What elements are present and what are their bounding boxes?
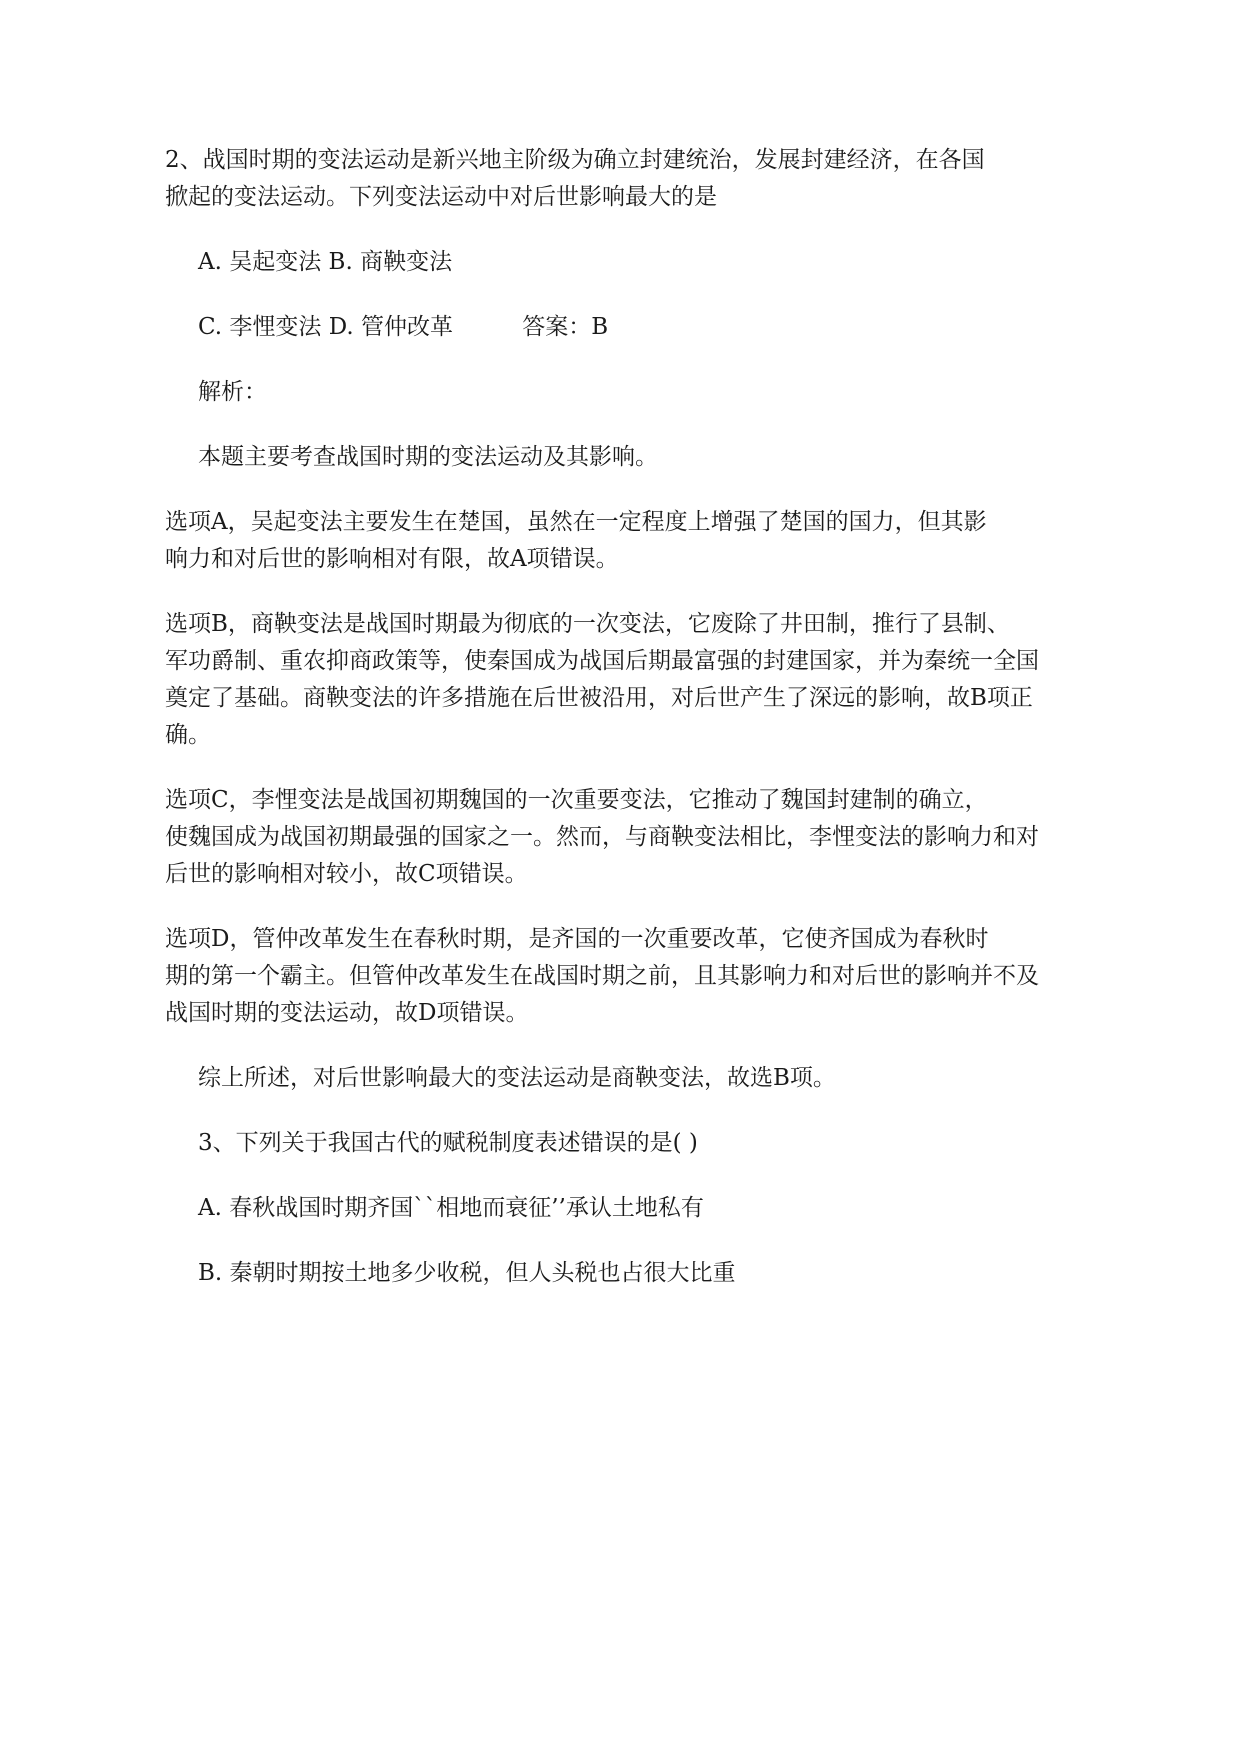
q3-option-b-text: B. 秦朝时期按土地多少收税，但人头税也占很大比重	[198, 1260, 736, 1286]
q2-options-ab-text: A. 吴起变法 B. 商鞅变法	[198, 249, 453, 275]
q2-option-d-line-2: 期的第一个霸主。但管仲改革发生在战国时期之前，且其影响力和对后世的影响并不及	[165, 963, 1039, 989]
q2-stem-line-2: 掀起的变法运动。下列变法运动中对后世影响最大的是	[165, 184, 717, 210]
q2-option-d-line-3: 战国时期的变法运动，故D项错误。	[165, 1000, 529, 1026]
q3-stem-text: 3、下列关于我国古代的赋税制度表述错误的是( )	[198, 1130, 698, 1156]
q2-analysis-label-text: 解析：	[198, 379, 267, 405]
q2-option-c-line-1: 选项C，李悝变法是战国初期魏国的一次重要变法，它推动了魏国封建制的确立，	[165, 787, 988, 813]
q2-option-b-analysis	[132, 606, 1095, 754]
q2-option-a-line-1: 选项A，吴起变法主要发生在楚国，虽然在一定程度上增强了楚国的国力，但其影	[165, 509, 987, 535]
q2-analysis-label	[198, 374, 1095, 411]
q2-stem	[132, 142, 1095, 216]
q2-intro	[198, 439, 1095, 476]
q2-stem-line-1: 2、战国时期的变法运动是新兴地主阶级为确立封建统治，发展封建经济，在各国	[165, 147, 985, 173]
q2-option-c-line-3: 后世的影响相对较小，故C项错误。	[165, 861, 528, 887]
q2-options-cd	[198, 309, 1095, 346]
q2-option-c-line-2: 使魏国成为战国初期最强的国家之一。然而，与商鞅变法相比，李悝变法的影响力和对	[165, 824, 1039, 850]
q2-option-d-analysis	[132, 921, 1095, 1032]
q3-option-a	[198, 1190, 1095, 1227]
q2-summary-text: 综上所述，对后世影响最大的变法运动是商鞅变法，故选B项。	[198, 1065, 836, 1091]
document-body	[165, 142, 1095, 1320]
q3-option-b	[198, 1255, 1095, 1292]
q2-option-b-line-2: 军功爵制、重农抑商政策等，使秦国成为战国后期最富强的封建国家，并为秦统一全国	[165, 648, 1039, 674]
q2-summary	[198, 1060, 1095, 1097]
q2-options-cd-text: C. 李悝变法 D. 管仲改革	[198, 314, 453, 340]
q2-option-a-analysis	[132, 504, 1095, 578]
q2-option-c-analysis	[132, 782, 1095, 893]
q2-answer: 答案：B	[522, 314, 609, 340]
q3-option-a-text: A. 春秋战国时期齐国``相地而衰征’’承认土地私有	[198, 1195, 704, 1221]
q2-option-a-line-2: 响力和对后世的影响相对有限，故A项错误。	[165, 546, 619, 572]
q2-option-b-line-1: 选项B，商鞅变法是战国时期最为彻底的一次变法，它废除了井田制，推行了县制、	[165, 611, 1010, 637]
q3-stem	[198, 1125, 1095, 1162]
q2-option-d-line-1: 选项D，管仲改革发生在春秋时期，是齐国的一次重要改革，它使齐国成为春秋时	[165, 926, 989, 952]
q2-option-b-line-3: 奠定了基础。商鞅变法的许多措施在后世被沿用，对后世产生了深远的影响，故B项正	[165, 685, 1033, 711]
q2-option-b-line-4: 确。	[165, 722, 211, 748]
q2-options-ab	[198, 244, 1095, 281]
q2-intro-text: 本题主要考查战国时期的变法运动及其影响。	[198, 444, 658, 470]
